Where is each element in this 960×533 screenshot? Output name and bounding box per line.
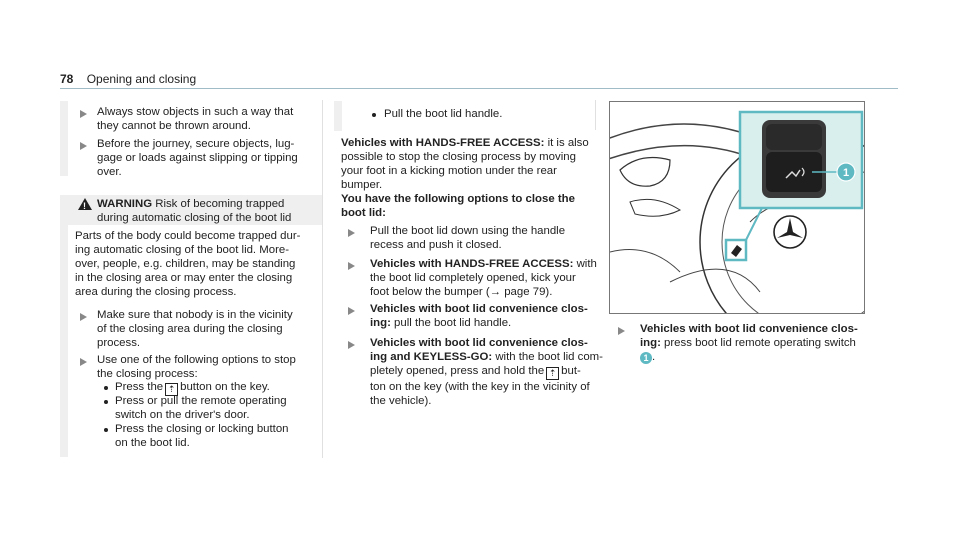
arrow-bullet-icon <box>348 262 355 270</box>
text-line: they cannot be thrown around. <box>97 120 251 132</box>
list-dot <box>104 400 108 404</box>
arrow-bullet-icon <box>80 110 87 118</box>
step-text <box>97 353 296 381</box>
text-line: ton on the key (with the key in the vicinity of <box>370 381 590 393</box>
text-line: area during the closing process. <box>75 286 237 298</box>
bold-lead: ing: <box>370 317 391 329</box>
text-line: Use one of the following options to stop <box>97 354 296 366</box>
header-rule <box>60 88 898 89</box>
arrow-bullet-icon <box>348 229 355 237</box>
step-text <box>370 336 603 408</box>
step-text <box>97 308 293 350</box>
door-panel-drawing <box>610 102 864 313</box>
text-line: boot lid: <box>341 207 386 219</box>
text-line: Parts of the body could become trapped dur- <box>75 230 301 242</box>
bold-lead: ing and KEYLESS-GO: <box>370 351 493 363</box>
text-line: on the boot lid. <box>115 437 190 449</box>
column-divider-1 <box>322 100 323 458</box>
continuation-bar-top <box>60 101 68 176</box>
text-line: Press the closing or locking button <box>115 423 289 435</box>
bullet-text <box>97 105 293 133</box>
text-line: over. <box>97 166 122 178</box>
text-fragment: Press the <box>115 381 164 393</box>
page-number: 78 <box>60 72 74 86</box>
arrow-bullet-icon <box>348 307 355 315</box>
text-fragment: with the boot lid com- <box>495 351 603 363</box>
list-dot <box>372 113 376 117</box>
text-line: during automatic closing of the boot lid <box>97 212 292 224</box>
boot-lid-key-icon: ⇡ <box>165 383 178 396</box>
step-text <box>370 302 588 330</box>
arrow-bullet-icon <box>80 358 87 366</box>
continuation-bar-col2 <box>334 101 342 131</box>
option-text <box>115 394 287 422</box>
text-line: Make sure that nobody is in the vicinity <box>97 309 293 321</box>
text-fragment: it is also <box>547 137 589 149</box>
text-line: Vehicles with boot lid convenience clos- <box>370 303 588 315</box>
text-line: foot below the bumper (→ page 79). <box>370 286 553 298</box>
text-fragment: press boot lid remote operating switch <box>664 337 856 349</box>
text-fragment: pletely opened, press and hold the <box>370 365 545 377</box>
text-line: the vehicle). <box>370 395 432 407</box>
arrow-bullet-icon <box>80 142 87 150</box>
hands-free-paragraph <box>341 136 589 192</box>
warning-heading <box>97 197 291 225</box>
arrow-bullet-icon <box>80 313 87 321</box>
column-divider-2 <box>595 100 596 130</box>
callout-1-icon: 1 <box>640 352 652 364</box>
arrow-bullet-icon <box>618 327 625 335</box>
text-line: ing automatic closing of the boot lid. More- <box>75 244 290 256</box>
text-line: switch on the driver's door. <box>115 409 250 421</box>
step-text <box>370 257 597 299</box>
text-line: Before the journey, secure objects, lug- <box>97 138 295 150</box>
text-line: in the closing area or may enter the closing <box>75 272 293 284</box>
continuation-bar-warning <box>60 225 68 457</box>
text-line: Press or pull the remote operating <box>115 395 287 407</box>
text-fragment: pull the boot lid handle. <box>394 317 512 329</box>
driver-door-illustration <box>609 101 865 314</box>
text-line: bumper. <box>341 179 383 191</box>
text-line: process. <box>97 337 141 349</box>
text-line: the boot lid completely opened, kick your <box>370 272 576 284</box>
options-heading <box>341 192 575 220</box>
bold-lead: Vehicles with HANDS-FREE ACCESS: <box>370 258 574 270</box>
text-line: You have the following options to close the <box>341 193 575 205</box>
list-dot <box>104 428 108 432</box>
bold-lead: Vehicles with HANDS-FREE ACCESS: <box>341 137 545 149</box>
option-text <box>115 422 289 450</box>
warning-label: WARNING <box>97 198 153 210</box>
warning-exclamation: ! <box>83 201 86 211</box>
bullet-text <box>97 137 298 179</box>
continued-bullet: Pull the boot lid handle. <box>384 108 503 120</box>
arrow-bullet-icon <box>348 341 355 349</box>
text-line: the closing process: <box>97 368 198 380</box>
text-line: of the closing area during the closing <box>97 323 283 335</box>
text-fragment: button on the key. <box>180 381 270 393</box>
text-line: recess and push it closed. <box>370 239 502 251</box>
text-line: over, people, e.g. children, may be standing <box>75 258 296 270</box>
text-fragment: but- <box>561 365 581 377</box>
callout-number: 1 <box>842 167 850 179</box>
step-text <box>370 224 565 252</box>
list-dot <box>104 386 108 390</box>
text-line: possible to stop the closing process by moving <box>341 151 576 163</box>
text-fragment: with <box>576 258 597 270</box>
text-fragment: . <box>652 351 656 363</box>
text-line: Always stow objects in such a way that <box>97 106 294 118</box>
text-line: Pull the boot lid down using the handle <box>370 225 566 237</box>
warning-paragraph <box>75 229 300 299</box>
page-header <box>60 72 196 86</box>
step-text <box>640 322 858 364</box>
text-line: Risk of becoming trapped <box>155 198 285 210</box>
text-line: gage or loads against slipping or tipping <box>97 152 298 164</box>
boot-lid-key-icon: ⇡ <box>546 367 559 380</box>
text-line: Vehicles with boot lid convenience clos- <box>640 323 858 335</box>
text-line: Vehicles with boot lid convenience clos- <box>370 337 588 349</box>
text-line: your foot in a kicking motion under the rear <box>341 165 557 177</box>
section-title: Opening and closing <box>86 72 197 86</box>
bold-lead: ing: <box>640 337 661 349</box>
